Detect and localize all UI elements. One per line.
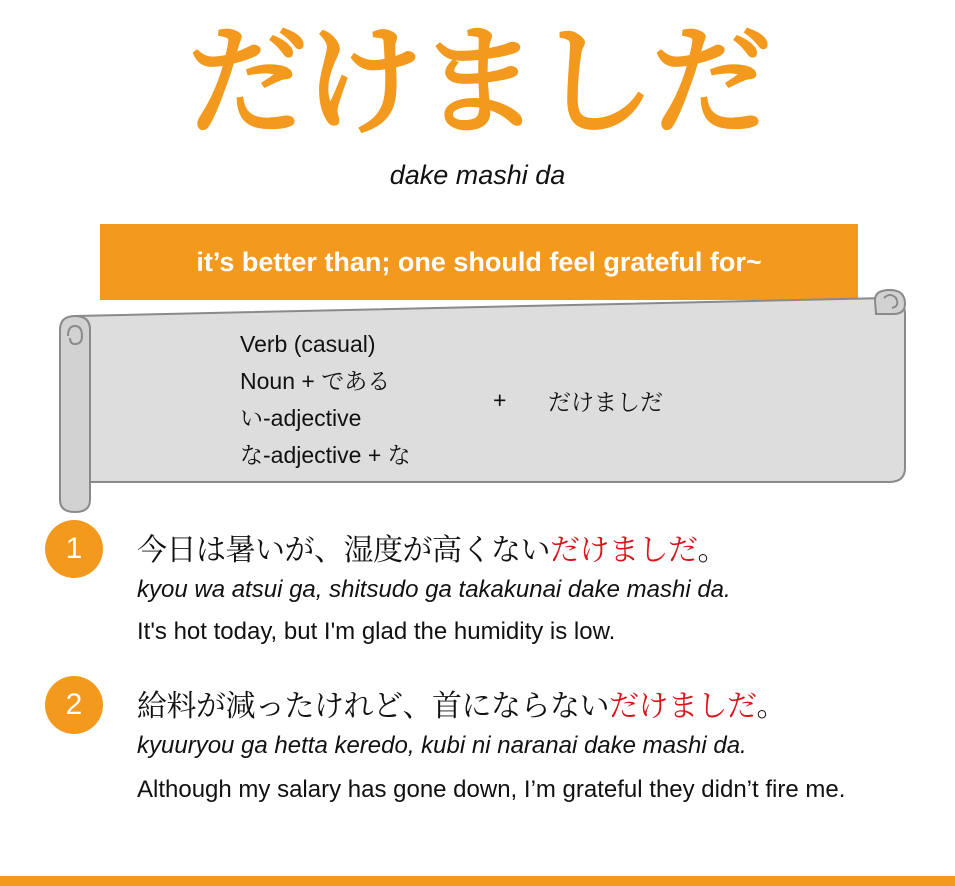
grammar-title: だけましだ bbox=[187, 13, 768, 152]
example-2-japanese bbox=[137, 681, 786, 725]
usage-form: Noun + である bbox=[240, 368, 391, 394]
example-jp-end: 。 bbox=[756, 689, 786, 724]
usage-forms bbox=[240, 326, 411, 474]
example-jp-highlight: だけましだ bbox=[609, 689, 757, 724]
example-jp-text: 給料が減ったけれど、首にならない bbox=[137, 689, 609, 724]
example-1-japanese bbox=[137, 525, 727, 569]
title-romaji: dake mashi da bbox=[389, 160, 566, 190]
example-number-1: 1 bbox=[45, 520, 103, 578]
example-2-romaji: kyuuryou ga hetta keredo, kubi ni naranai dake mashi da. bbox=[137, 732, 747, 759]
usage-form: Verb (casual) bbox=[240, 331, 376, 357]
example-jp-text: 今日は暑いが、湿度が高くない bbox=[137, 533, 550, 568]
example-2-english: Although my salary has gone down, I’m grateful they didn’t fire me. bbox=[137, 776, 846, 803]
example-number-2: 2 bbox=[45, 676, 103, 734]
meaning-text: it’s better than; one should feel grateful for~ bbox=[196, 246, 762, 277]
example-jp-end: 。 bbox=[697, 533, 727, 568]
plus-sign: + bbox=[493, 387, 507, 413]
usage-pattern: だけましだ bbox=[548, 389, 663, 415]
example-1-english: It's hot today, but I'm glad the humidity is low. bbox=[137, 618, 616, 645]
usage-form: い-adjective bbox=[240, 405, 362, 431]
example-1-romaji: kyou wa atsui ga, shitsudo ga takakunai dake mashi da. bbox=[137, 576, 731, 603]
example-jp-highlight: だけましだ bbox=[550, 533, 698, 568]
usage-form: な-adjective + な bbox=[240, 442, 411, 468]
bottom-divider bbox=[0, 876, 955, 886]
